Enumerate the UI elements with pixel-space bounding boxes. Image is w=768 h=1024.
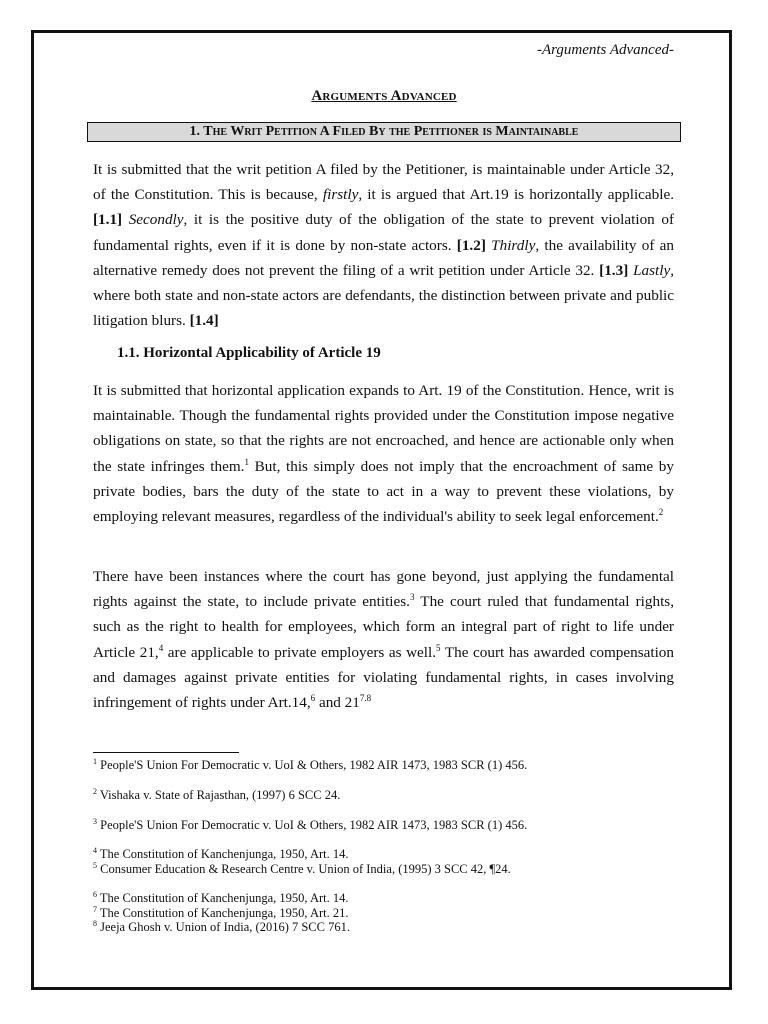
footnote-text: The Constitution of Kanchenjunga, 1950, Art. 21. — [97, 906, 349, 920]
subsection-heading: 1.1. Horizontal Applicability of Article 19 — [117, 345, 381, 361]
footnote-ref[interactable]: 6 — [310, 692, 316, 703]
footnote-number: 6 — [93, 889, 97, 899]
section-1-paragraph — [93, 157, 674, 333]
footnote-text: Consumer Education & Research Centre v. Union of India, (1995) 3 SCC 42, ¶24. — [97, 862, 511, 876]
cross-ref: [1.3] — [599, 261, 629, 279]
text-run: The court has awarded compensation and damages against private entities for violating fundamental rights, in cases involving infringement of rights under Art.14, — [93, 643, 674, 712]
text-run — [122, 211, 129, 228]
footnote-separator — [93, 752, 239, 753]
footnote-text: People'S Union For Democratic v. UoI & Others, 1982 AIR 1473, 1983 SCR (1) 456. — [97, 818, 528, 832]
footnote — [93, 818, 527, 833]
footnote-ref[interactable]: 3 — [409, 592, 415, 603]
text-run: are applicable to private employers as well. — [163, 643, 437, 661]
text-italic: Thirdly — [491, 236, 536, 254]
text-run: , it is the positive duty of the obligation of the state to prevent violation of fundamental rights, even if it is done by non-state actors. — [93, 211, 675, 254]
footnote-ref[interactable]: 2 — [658, 506, 664, 517]
footnote-text: Vishaka v. State of Rajasthan, (1997) 6 SCC 24. — [97, 788, 341, 802]
footnote-number: 3 — [93, 816, 97, 826]
footnote-text: The Constitution of Kanchenjunga, 1950, Art. 14. — [97, 891, 349, 905]
footnote — [93, 891, 348, 906]
text-run: But, this simply does not imply that the encroachment of same by private bodies, bars the duty of the state to act in a way to prevent these violations, by employing relevant measures, regardless of the individual's ability to seek legal enforcement. — [93, 457, 674, 526]
footnote-number: 2 — [93, 786, 97, 796]
footnote-text: People'S Union For Democratic v. UoI & Others, 1982 AIR 1473, 1983 SCR (1) 456. — [97, 758, 528, 772]
cross-ref: [1.1] — [93, 211, 123, 229]
footnote — [93, 847, 348, 862]
text-italic: firstly — [322, 186, 359, 204]
footnote-number: 1 — [93, 756, 97, 766]
text-run: , the availability of an alternative remedy does not prevent the filing of a writ petition under Article 32. — [93, 236, 674, 279]
footnote-ref[interactable]: 5 — [436, 642, 441, 653]
footnote-ref[interactable]: 7.8 — [359, 692, 372, 703]
footnote-text: Jeeja Ghosh v. Union of India, (2016) 7 SCC 761. — [97, 920, 350, 934]
text-run: The court ruled that fundamental rights, such as the right to health for employees, which form an integral part of right to life under Article 21, — [93, 593, 674, 661]
footnote — [93, 920, 350, 935]
text-italic: Secondly — [128, 211, 184, 229]
section-1-heading: 1. The Writ Petition A Filed By the Petitioner is Maintainable — [87, 122, 681, 142]
footnote — [93, 862, 511, 877]
footnote — [93, 758, 527, 773]
subsection-paragraph-2 — [93, 564, 674, 715]
footnote-number: 5 — [93, 860, 97, 870]
text-run: , it is argued that Art.19 is horizontally applicable. — [358, 186, 675, 204]
text-italic: Lastly — [633, 261, 671, 279]
text-run: and 21 — [315, 694, 360, 712]
footnote-ref[interactable]: 4 — [158, 642, 164, 653]
subsection-paragraph-1 — [93, 378, 674, 529]
text-run: There have been instances where the court has gone beyond, just applying the fundamental rights against the state, to include private entities. — [93, 568, 674, 611]
text-run: , where both state and non-state actors are defendants, the distinction between private and public litigation blurs. — [93, 261, 674, 330]
footnote — [93, 788, 340, 803]
footnote-number: 7 — [93, 904, 97, 914]
text-run: It is submitted that the writ petition A filed by the Petitioner, is maintainable under Article 32, of the Constitution. This is because, — [93, 161, 674, 204]
page-title: Arguments Advanced — [311, 88, 457, 104]
text-run: It is submitted that horizontal application expands to Art. 19 of the Constitution. Hence, writ is maintainable. Though the fundamental rights provided under the Constitution impose negative obligations on state, so that the rights are not encroached, and hence are actionable only when the state infringes them. — [93, 382, 674, 475]
footnote-number: 8 — [93, 918, 97, 928]
cross-ref: [1.4] — [189, 312, 219, 330]
cross-ref: [1.2] — [456, 236, 486, 254]
footnote-number: 4 — [93, 845, 97, 855]
footnote-text: The Constitution of Kanchenjunga, 1950, Art. 14. — [97, 847, 349, 861]
footnote-ref[interactable]: 1 — [244, 456, 249, 467]
footnote — [93, 906, 348, 921]
running-header: -Arguments Advanced- — [536, 42, 674, 58]
